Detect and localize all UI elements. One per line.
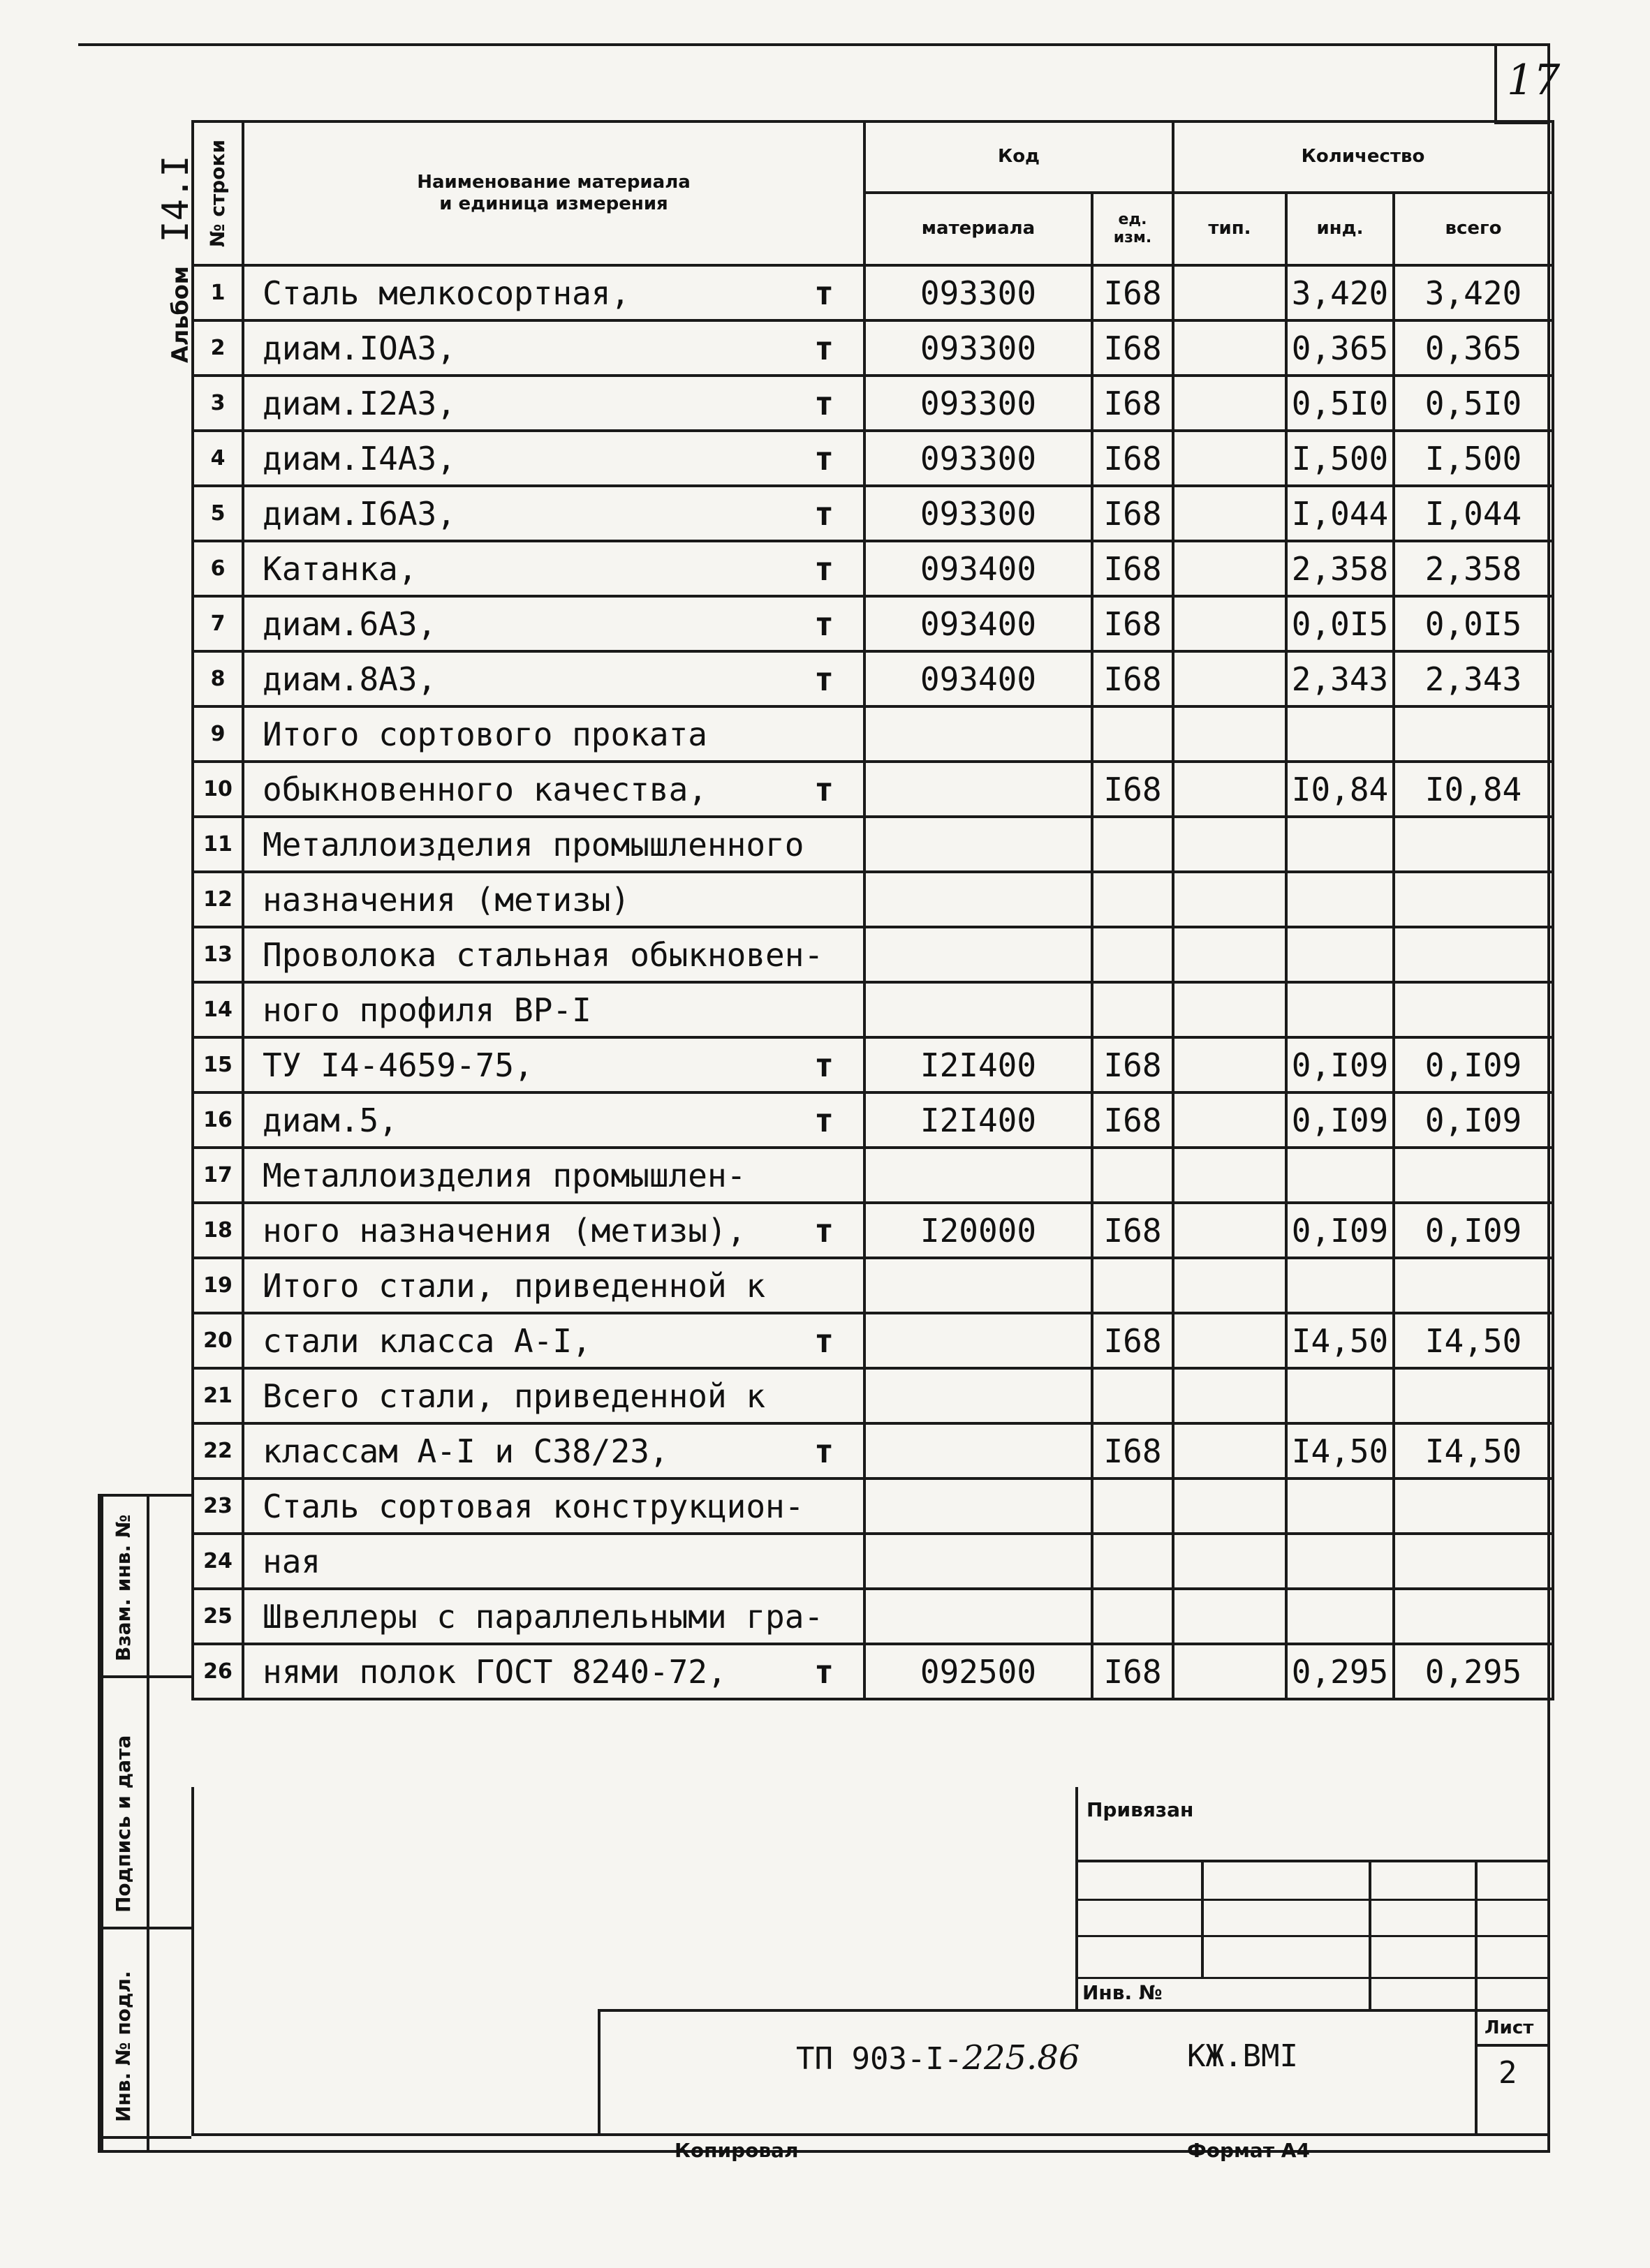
stamp-inv-orig: Инв. № подл.	[112, 1971, 135, 2122]
row-number: 16	[193, 1092, 243, 1148]
material-code	[864, 982, 1092, 1037]
material-code	[864, 1148, 1092, 1203]
qty-ind	[1286, 872, 1394, 927]
col-row-no-header: № строки	[193, 121, 243, 265]
tb-grid-v1	[1201, 1860, 1204, 1977]
table-row	[193, 1478, 1553, 1534]
material-name-text: Металлоизделия промышлен-	[263, 1156, 746, 1194]
qty-ind: I4,50	[1286, 1423, 1394, 1478]
unit-code: I68	[1092, 431, 1173, 486]
row-number: 11	[193, 817, 243, 872]
material-name	[243, 596, 864, 651]
table-row	[193, 651, 1553, 706]
tb-doc-code-prefix: ТП 903-I-	[796, 2041, 963, 2077]
qty-ind: I0,84	[1286, 762, 1394, 817]
tb-sheet-label: Лист	[1485, 2017, 1534, 2038]
footer-copied: Копировал	[675, 2139, 799, 2162]
material-name	[243, 1148, 864, 1203]
qty-total: 0,365	[1394, 320, 1553, 376]
unit-code: I68	[1092, 265, 1173, 320]
qty-typ	[1173, 817, 1286, 872]
material-name	[243, 817, 864, 872]
qty-ind: 0,I09	[1286, 1092, 1394, 1148]
row-number: 3	[193, 376, 243, 431]
material-code	[864, 706, 1092, 762]
material-name	[243, 872, 864, 927]
qty-total: 3,420	[1394, 265, 1553, 320]
qty-total: 2,358	[1394, 541, 1553, 596]
unit-code: I68	[1092, 1037, 1173, 1092]
material-name-text: диам.6A3,	[263, 605, 437, 643]
qty-ind	[1286, 817, 1394, 872]
unit-code	[1092, 1368, 1173, 1423]
qty-total: 2,343	[1394, 651, 1553, 706]
unit-code: I68	[1092, 762, 1173, 817]
material-code	[864, 762, 1092, 817]
tb-grid-h1	[1075, 1860, 1550, 1862]
qty-ind	[1286, 1478, 1394, 1534]
frame-top-line	[78, 43, 1547, 46]
unit-code: I68	[1092, 651, 1173, 706]
unit-of-measure: т	[814, 274, 834, 312]
unit-code	[1092, 1148, 1173, 1203]
row-number: 12	[193, 872, 243, 927]
qty-ind: 0,5I0	[1286, 376, 1394, 431]
material-name-text: Швеллеры с параллельными гра-	[263, 1597, 824, 1636]
row-number: 9	[193, 706, 243, 762]
row-number: 17	[193, 1148, 243, 1203]
unit-code	[1092, 1534, 1173, 1589]
tb-grid-v3	[1475, 1860, 1478, 2010]
material-name	[243, 265, 864, 320]
qty-total	[1394, 982, 1553, 1037]
table-row	[193, 486, 1553, 541]
row-number: 8	[193, 651, 243, 706]
tb-main-left	[598, 2009, 601, 2135]
table-row	[193, 1258, 1553, 1313]
table-row	[193, 596, 1553, 651]
qty-typ	[1173, 982, 1286, 1037]
row-number: 20	[193, 1313, 243, 1368]
unit-code: I68	[1092, 486, 1173, 541]
material-name-text: Итого сортового проката	[263, 715, 707, 753]
material-name-text: стали класса A-I,	[263, 1321, 591, 1360]
stamp-vline-1	[101, 1494, 103, 2151]
material-code: 093300	[864, 320, 1092, 376]
material-code	[864, 1423, 1092, 1478]
qty-typ	[1173, 1644, 1286, 1699]
table-row	[193, 1092, 1553, 1148]
tb-sheet-number: 2	[1498, 2055, 1517, 2091]
material-code	[864, 1258, 1092, 1313]
material-code	[864, 1478, 1092, 1534]
qty-total: 0,0I5	[1394, 596, 1553, 651]
table-row	[193, 1037, 1553, 1092]
qty-total	[1394, 1148, 1553, 1203]
qty-ind	[1286, 1258, 1394, 1313]
unit-code	[1092, 927, 1173, 982]
unit-code: I68	[1092, 1423, 1173, 1478]
unit-of-measure: т	[814, 1321, 834, 1360]
material-name-text: Сталь мелкосортная,	[263, 274, 631, 312]
qty-typ	[1173, 265, 1286, 320]
col-unit-header: ед. изм.	[1092, 193, 1173, 265]
row-number: 5	[193, 486, 243, 541]
tb-grid-h3	[1075, 1935, 1550, 1937]
unit-code	[1092, 1258, 1173, 1313]
qty-ind	[1286, 1368, 1394, 1423]
unit-of-measure: т	[814, 439, 834, 477]
material-code: I2I400	[864, 1037, 1092, 1092]
table-row	[193, 1313, 1553, 1368]
unit-code	[1092, 817, 1173, 872]
unit-of-measure: т	[814, 494, 834, 533]
unit-code: I68	[1092, 320, 1173, 376]
qty-ind: 2,358	[1286, 541, 1394, 596]
qty-typ	[1173, 541, 1286, 596]
tb-grid-h2	[1075, 1899, 1550, 1901]
material-name-text: ная	[263, 1542, 321, 1580]
qty-typ	[1173, 927, 1286, 982]
col-typ-header: тип.	[1173, 193, 1286, 265]
col-quantity-header: Количество	[1173, 121, 1553, 193]
table-row	[193, 1644, 1553, 1699]
material-name-text: классам A-I и С38/23,	[263, 1432, 669, 1470]
qty-typ	[1173, 1037, 1286, 1092]
material-name-text: диам.IOA3,	[263, 329, 456, 367]
table-row	[193, 762, 1553, 817]
material-name	[243, 1423, 864, 1478]
qty-typ	[1173, 486, 1286, 541]
unit-of-measure: т	[814, 329, 834, 367]
material-code: 093300	[864, 265, 1092, 320]
qty-total: 0,I09	[1394, 1203, 1553, 1258]
material-name	[243, 541, 864, 596]
material-name	[243, 376, 864, 431]
qty-total	[1394, 1478, 1553, 1534]
row-number: 18	[193, 1203, 243, 1258]
unit-of-measure: т	[814, 660, 834, 698]
qty-ind: 0,I09	[1286, 1203, 1394, 1258]
material-name	[243, 762, 864, 817]
material-name-text: ТУ I4-4659-75,	[263, 1046, 533, 1084]
material-name	[243, 1037, 864, 1092]
qty-total: I,500	[1394, 431, 1553, 486]
row-number: 7	[193, 596, 243, 651]
qty-total	[1394, 1258, 1553, 1313]
unit-code: I68	[1092, 1092, 1173, 1148]
material-name	[243, 651, 864, 706]
unit-code	[1092, 982, 1173, 1037]
row-number: 13	[193, 927, 243, 982]
album-label	[155, 155, 197, 363]
footer-format: Формат А4	[1187, 2139, 1310, 2162]
row-number: 10	[193, 762, 243, 817]
table-row	[193, 1368, 1553, 1423]
material-name	[243, 320, 864, 376]
qty-ind: 0,365	[1286, 320, 1394, 376]
tb-sheet-vline	[1475, 2009, 1478, 2135]
material-name-text: диам.8A3,	[263, 660, 437, 698]
material-name	[243, 1092, 864, 1148]
col-material-header: материала	[864, 193, 1092, 265]
qty-ind	[1286, 706, 1394, 762]
qty-ind: 3,420	[1286, 265, 1394, 320]
qty-typ	[1173, 431, 1286, 486]
header-row-1	[193, 121, 1553, 193]
unit-code: I68	[1092, 376, 1173, 431]
qty-ind	[1286, 927, 1394, 982]
tb-doc-mark: КЖ.ВМI	[1187, 2038, 1298, 2074]
material-name-text: обыкновенного качества,	[263, 770, 707, 808]
row-number: 15	[193, 1037, 243, 1092]
tb-linked-label: Привязан	[1087, 1798, 1194, 1821]
material-name-text: диам.I2A3,	[263, 384, 456, 422]
material-name	[243, 1644, 864, 1699]
qty-typ	[1173, 1148, 1286, 1203]
sheet-mark-box	[1494, 43, 1561, 124]
qty-typ	[1173, 1368, 1286, 1423]
tb-sheet-hline	[1475, 2044, 1550, 2047]
table-row	[193, 320, 1553, 376]
bottom-box-line	[191, 2133, 1550, 2136]
table-row	[193, 706, 1553, 762]
material-code	[864, 872, 1092, 927]
qty-total: I4,50	[1394, 1313, 1553, 1368]
table-row	[193, 872, 1553, 927]
material-code	[864, 1368, 1092, 1423]
row-number: 4	[193, 431, 243, 486]
col-total-header: всего	[1394, 193, 1553, 265]
material-name	[243, 706, 864, 762]
qty-typ	[1173, 1534, 1286, 1589]
material-name-text: Сталь сортовая конструкцион-	[263, 1487, 804, 1525]
qty-ind	[1286, 1148, 1394, 1203]
row-number: 1	[193, 265, 243, 320]
material-name-text: Катанка,	[263, 549, 418, 588]
qty-ind: I,500	[1286, 431, 1394, 486]
table-row	[193, 1423, 1553, 1478]
material-code	[864, 1534, 1092, 1589]
material-code: 093400	[864, 651, 1092, 706]
qty-total	[1394, 872, 1553, 927]
unit-code: I68	[1092, 541, 1173, 596]
unit-code	[1092, 1478, 1173, 1534]
table-left-extension	[191, 1787, 194, 2136]
tb-grid-h4	[1075, 1977, 1550, 1979]
material-code	[864, 817, 1092, 872]
stamp-hline-3	[101, 1927, 191, 1929]
qty-ind	[1286, 1589, 1394, 1644]
qty-typ	[1173, 1589, 1286, 1644]
qty-typ	[1173, 1092, 1286, 1148]
row-number: 2	[193, 320, 243, 376]
stamp-hline-top	[101, 1494, 191, 1497]
unit-code	[1092, 872, 1173, 927]
qty-typ	[1173, 596, 1286, 651]
qty-total	[1394, 927, 1553, 982]
qty-total	[1394, 706, 1553, 762]
material-name-text: диам.I4A3,	[263, 439, 456, 477]
material-name	[243, 431, 864, 486]
material-code: 093400	[864, 541, 1092, 596]
material-code: 093300	[864, 486, 1092, 541]
unit-code: I68	[1092, 596, 1173, 651]
qty-total	[1394, 1589, 1553, 1644]
qty-typ	[1173, 376, 1286, 431]
material-name	[243, 927, 864, 982]
material-name	[243, 486, 864, 541]
qty-typ	[1173, 1423, 1286, 1478]
row-number: 14	[193, 982, 243, 1037]
material-name-text: ного назначения (метизы),	[263, 1211, 746, 1250]
row-number: 25	[193, 1589, 243, 1644]
unit-code	[1092, 1589, 1173, 1644]
sheet-mark: 17	[1507, 56, 1561, 105]
album-number: I4.I	[155, 155, 197, 243]
tb-doc-code	[796, 2038, 1080, 2077]
unit-of-measure: т	[814, 1652, 834, 1691]
unit-of-measure: т	[814, 770, 834, 808]
table-row	[193, 982, 1553, 1037]
row-number: 22	[193, 1423, 243, 1478]
table-row	[193, 1203, 1553, 1258]
material-name-text: нями полок ГОСТ 8240-72,	[263, 1652, 727, 1691]
qty-ind: 0,0I5	[1286, 596, 1394, 651]
qty-typ	[1173, 1478, 1286, 1534]
table-row	[193, 817, 1553, 872]
qty-ind	[1286, 982, 1394, 1037]
material-code	[864, 1589, 1092, 1644]
material-code: I2I400	[864, 1092, 1092, 1148]
row-number: 24	[193, 1534, 243, 1589]
material-name-text: Всего стали, приведенной к	[263, 1377, 766, 1415]
qty-ind	[1286, 1534, 1394, 1589]
table-row	[193, 541, 1553, 596]
qty-total	[1394, 817, 1553, 872]
unit-of-measure: т	[814, 384, 834, 422]
material-code: 092500	[864, 1644, 1092, 1699]
album-word: Альбом	[167, 266, 193, 363]
material-code: 093300	[864, 376, 1092, 431]
qty-ind: I4,50	[1286, 1313, 1394, 1368]
qty-typ	[1173, 706, 1286, 762]
unit-of-measure: т	[814, 1432, 834, 1470]
material-code	[864, 1313, 1092, 1368]
unit-of-measure: т	[814, 1101, 834, 1139]
stamp-sign-date: Подпись и дата	[112, 1735, 135, 1913]
table-row	[193, 1534, 1553, 1589]
row-number: 6	[193, 541, 243, 596]
col-ind-header: инд.	[1286, 193, 1394, 265]
qty-ind: 2,343	[1286, 651, 1394, 706]
unit-of-measure: т	[814, 1211, 834, 1250]
qty-typ	[1173, 872, 1286, 927]
col-code-header: Код	[864, 121, 1173, 193]
material-name	[243, 1589, 864, 1644]
qty-ind: 0,I09	[1286, 1037, 1394, 1092]
material-name-text: назначения (метизы)	[263, 880, 631, 919]
qty-typ	[1173, 651, 1286, 706]
table-row	[193, 1148, 1553, 1203]
qty-total: I,044	[1394, 486, 1553, 541]
unit-of-measure: т	[814, 1046, 834, 1084]
unit-code	[1092, 706, 1173, 762]
stamp-vline-2	[147, 1494, 149, 2151]
material-name	[243, 1258, 864, 1313]
row-number: 21	[193, 1368, 243, 1423]
material-name-text: ного профиля BP-I	[263, 991, 591, 1029]
table-row	[193, 1589, 1553, 1644]
material-name-text: Итого стали, приведенной к	[263, 1266, 766, 1305]
unit-code: I68	[1092, 1203, 1173, 1258]
qty-total	[1394, 1534, 1553, 1589]
frame-bottom-line	[98, 2150, 1550, 2153]
material-name-text: диам.5,	[263, 1101, 398, 1139]
stamp-replace-inv: Взам. инв. №	[112, 1514, 135, 1661]
material-name	[243, 1203, 864, 1258]
unit-code: I68	[1092, 1644, 1173, 1699]
qty-total: 0,295	[1394, 1644, 1553, 1699]
table-row	[193, 927, 1553, 982]
tb-main-top	[598, 2009, 1550, 2012]
qty-total: I4,50	[1394, 1423, 1553, 1478]
row-number: 26	[193, 1644, 243, 1699]
row-number: 23	[193, 1478, 243, 1534]
qty-total: 0,I09	[1394, 1037, 1553, 1092]
qty-typ	[1173, 1203, 1286, 1258]
material-code	[864, 927, 1092, 982]
qty-total: 0,5I0	[1394, 376, 1553, 431]
material-code: 093300	[864, 431, 1092, 486]
table-row	[193, 376, 1553, 431]
unit-of-measure: т	[814, 549, 834, 588]
qty-typ	[1173, 1313, 1286, 1368]
qty-typ	[1173, 1258, 1286, 1313]
row-number: 19	[193, 1258, 243, 1313]
table-row	[193, 265, 1553, 320]
materials-table	[191, 120, 1554, 1700]
qty-typ	[1173, 762, 1286, 817]
stamp-hline-2	[101, 1675, 191, 1678]
unit-of-measure: т	[814, 605, 834, 643]
material-name	[243, 982, 864, 1037]
qty-total	[1394, 1368, 1553, 1423]
qty-typ	[1173, 320, 1286, 376]
qty-total: 0,I09	[1394, 1092, 1553, 1148]
stamp-hline-bottom	[101, 2136, 191, 2139]
material-name	[243, 1534, 864, 1589]
material-name	[243, 1368, 864, 1423]
table-row	[193, 431, 1553, 486]
material-name-text: Металлоизделия промышленного	[263, 825, 804, 864]
material-code: I20000	[864, 1203, 1092, 1258]
tb-doc-code-hand: 225.86	[962, 2038, 1080, 2077]
material-name-text: Проволока стальная обыкновен-	[263, 935, 824, 974]
qty-ind: I,044	[1286, 486, 1394, 541]
material-name	[243, 1478, 864, 1534]
unit-code: I68	[1092, 1313, 1173, 1368]
col-name-header: Наименование материала и единица измерения	[243, 121, 864, 265]
qty-ind: 0,295	[1286, 1644, 1394, 1699]
material-name-text: диам.I6A3,	[263, 494, 456, 533]
tb-inv-no-label: Инв. №	[1082, 1981, 1163, 2004]
material-code: 093400	[864, 596, 1092, 651]
material-name	[243, 1313, 864, 1368]
qty-total: I0,84	[1394, 762, 1553, 817]
tb-grid-v2	[1369, 1860, 1371, 2010]
